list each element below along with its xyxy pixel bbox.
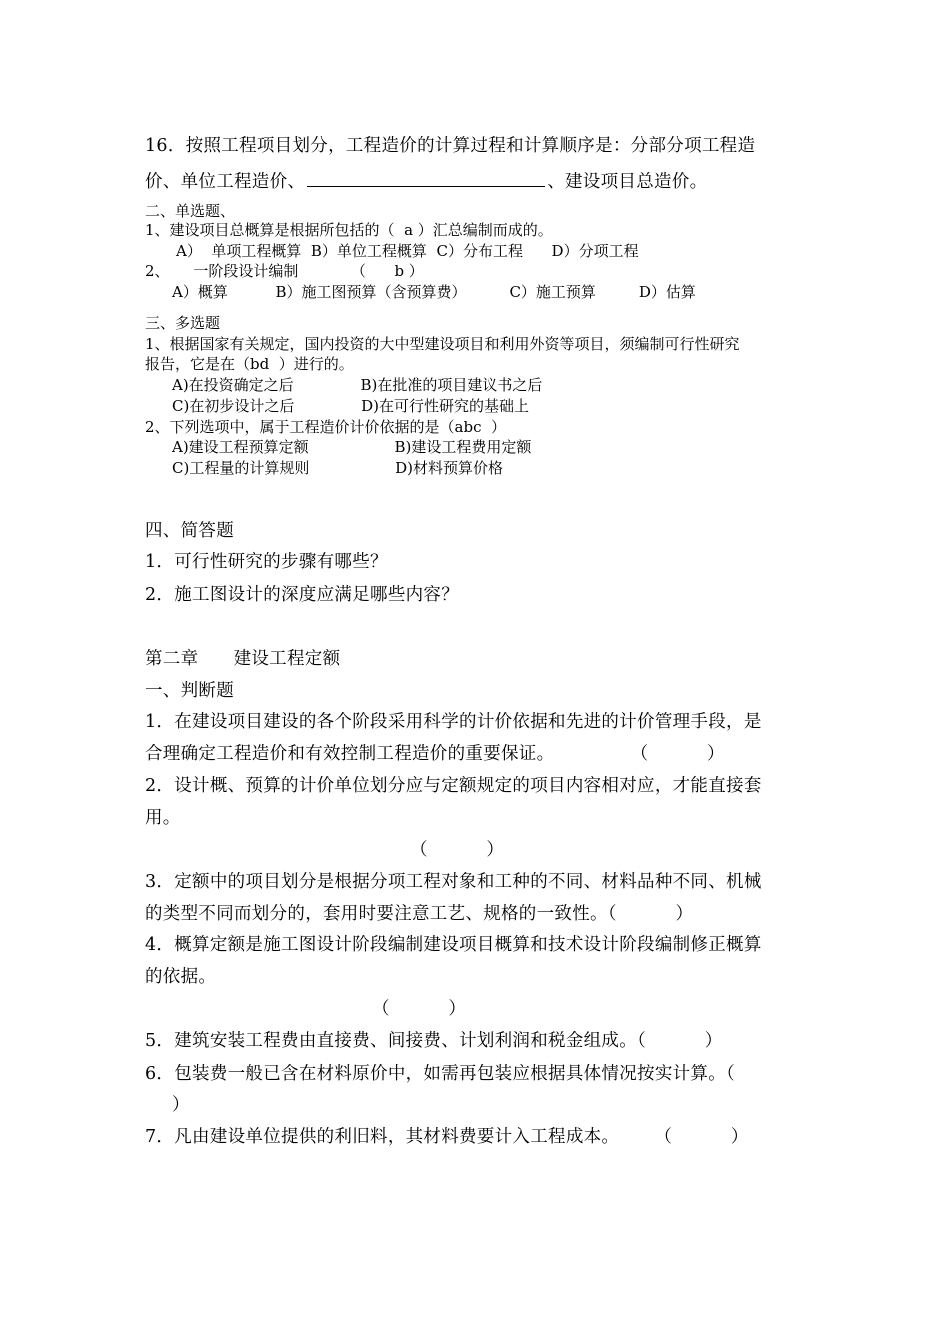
q16-line1: 16．按照工程项目划分，工程造价的计算过程和计算顺序是：分部分项工程造 xyxy=(145,136,756,156)
multi-q1-line2: 报告，它是在（bd ）进行的。 xyxy=(145,355,354,373)
single-q1: 1、建设项目总概算是根据所包括的（ a ）汇总编制而成的。 xyxy=(145,221,553,239)
judge-q1-line2: 合理确定工程造价和有效控制工程造价的重要保证。 （ ） xyxy=(145,744,725,764)
multi-q1-options-2: C)在初步设计之后 D)在可行性研究的基础上 xyxy=(172,397,529,415)
multi-choice-heading: 三、多选题 xyxy=(145,314,221,332)
judge-q4-line2: 的依据。 xyxy=(145,967,217,987)
judge-q2-line2: 用。 xyxy=(145,808,181,828)
judge-q2-answer-brackets: （ ） xyxy=(410,840,505,860)
multi-q2-options-2: C)工程量的计算规则 D)材料预算价格 xyxy=(172,459,504,477)
short-q1: 1．可行性研究的步骤有哪些？ xyxy=(145,552,388,572)
q16-line2 xyxy=(145,171,707,192)
judge-q3-line2: 的类型不同而划分的，套用时要注意工艺、规格的一致性。（ ） xyxy=(145,904,694,924)
judge-q5: 5．建筑安装工程费由直接费、间接费、计划利润和税金组成。（ ） xyxy=(145,1031,723,1051)
single-q2: 2、 一阶段设计编制 （ b ） xyxy=(145,262,424,280)
multi-q2-options-1: A)建设工程预算定额 B)建设工程费用定额 xyxy=(172,438,532,456)
judge-q1-line1: 1．在建设项目建设的各个阶段采用科学的计价依据和先进的计价管理手段，是 xyxy=(145,712,762,732)
short-answer-heading: 四、简答题 xyxy=(145,521,234,541)
judge-q7: 7．凡由建设单位提供的利旧料，其材料费要计入工程成本。 （ ） xyxy=(145,1127,749,1147)
multi-q2: 2、下列选项中，属于工程造价计价依据的是（abc ） xyxy=(145,418,507,436)
single-q1-options: A） 单项工程概算 B）单位工程概算 C）分布工程 D）分项工程 xyxy=(176,242,639,260)
judge-q6-line1: 6．包装费一般已含在材料原价中，如需再包装应根据具体情况按实计算。（ xyxy=(145,1064,736,1084)
judge-q2-line1: 2．设计概、预算的计价单位划分应与定额规定的项目内容相对应，才能直接套 xyxy=(145,776,762,796)
multi-q1-line1: 1、根据国家有关规定，国内投资的大中型建设项目和利用外资等项目，须编制可行性研究 xyxy=(145,335,740,353)
short-q2: 2．施工图设计的深度应满足哪些内容？ xyxy=(145,585,460,605)
fill-blank-line xyxy=(307,171,545,187)
single-q2-options: A）概算 B）施工图预算（含预算费） C）施工预算 D）估算 xyxy=(172,283,696,301)
q16-text-b: 、建设项目总造价。 xyxy=(547,172,708,192)
chapter-title: 第二章 建设工程定额 xyxy=(145,649,341,669)
multi-q1-options-1: A)在投资确定之后 B)在批准的项目建议书之后 xyxy=(172,376,543,394)
single-choice-heading: 二、单选题、 xyxy=(145,202,236,220)
judge-q4-answer-brackets: （ ） xyxy=(372,999,467,1019)
judge-q6-line2: ） xyxy=(172,1095,190,1115)
q16-text-a: 价、单位工程造价、 xyxy=(145,172,306,192)
judge-q3-line1: 3．定额中的项目划分是根据分项工程对象和工种的不同、材料品种不同、机械 xyxy=(145,872,762,892)
judge-q4-line1: 4．概算定额是施工图设计阶段编制建设项目概算和技术设计阶段编制修正概算 xyxy=(145,935,762,955)
judge-heading: 一、判断题 xyxy=(145,681,234,701)
